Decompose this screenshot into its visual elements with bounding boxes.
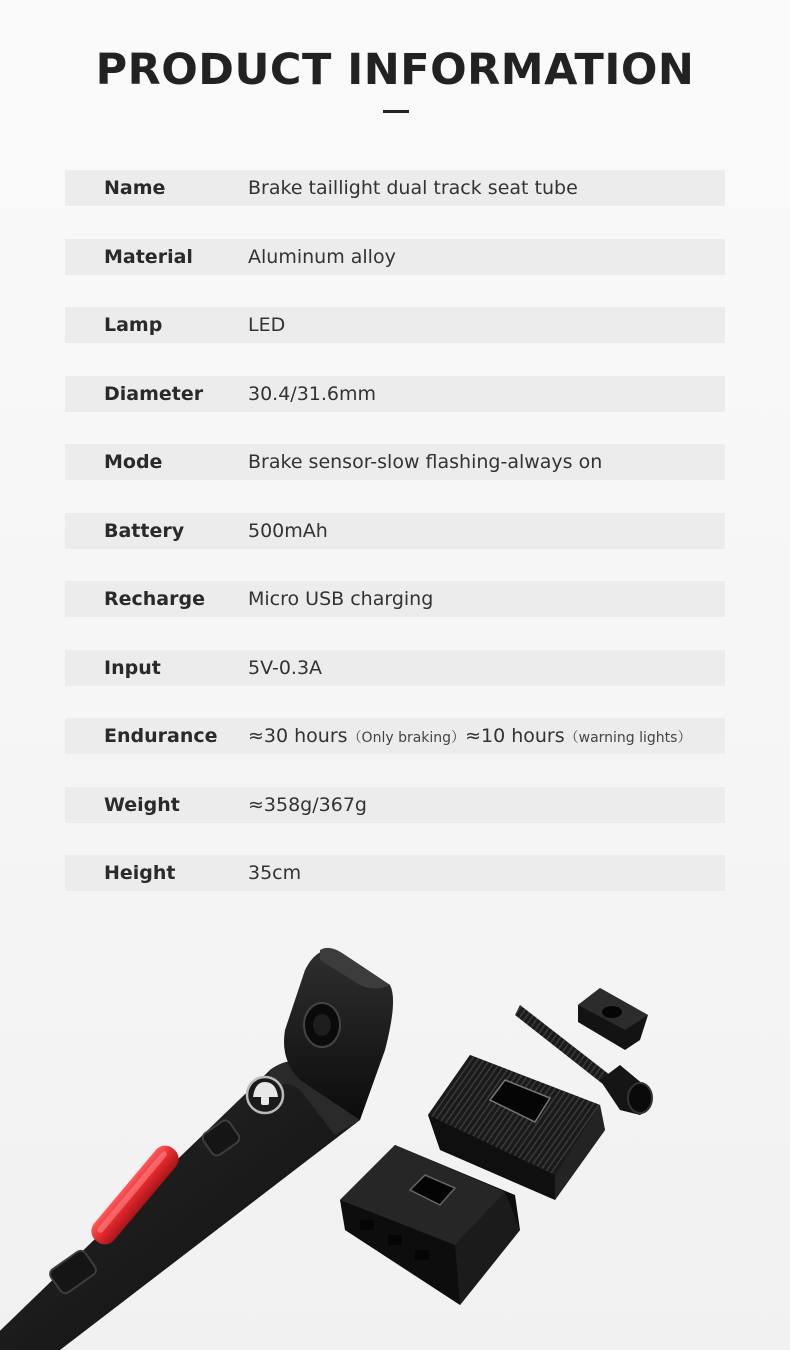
spec-value: ≈358g/367g — [248, 793, 367, 816]
page-title: PRODUCT INFORMATION — [95, 45, 695, 95]
spec-value: 5V-0.3A — [248, 656, 323, 679]
spec-row-input — [65, 650, 725, 686]
spec-value: 35cm — [248, 862, 302, 884]
endurance-braking-hours: ≈30 hours — [248, 725, 348, 747]
spec-value: Aluminum alloy — [248, 245, 396, 268]
endurance-warning-note: （warning lights） — [564, 730, 692, 746]
spec-label: Height — [104, 862, 176, 884]
seat-post — [0, 948, 393, 1350]
spec-label: Mode — [104, 451, 163, 473]
spec-row-name — [65, 170, 725, 206]
spec-value: 30.4/31.6mm — [248, 382, 377, 405]
spec-label: Material — [104, 245, 193, 268]
spec-label: Battery — [104, 519, 185, 542]
spec-row-diameter — [65, 376, 725, 412]
clamp-nut — [578, 988, 648, 1050]
spec-row-weight — [65, 787, 725, 823]
spec-value: 500mAh — [248, 519, 328, 542]
product-illustration — [0, 930, 790, 1350]
spec-label: Lamp — [104, 314, 163, 336]
spec-row-height — [65, 855, 725, 891]
spec-value: Micro USB charging — [248, 588, 434, 610]
spec-row-mode — [65, 444, 725, 480]
spec-row-battery — [65, 513, 725, 549]
endurance-braking-note: （Only braking） — [347, 730, 466, 746]
spec-row-endurance — [65, 718, 725, 754]
spec-row-lamp — [65, 307, 725, 343]
spec-label: Name — [104, 177, 166, 199]
spec-label: Recharge — [104, 588, 205, 610]
spec-value-endurance — [248, 725, 691, 747]
spec-row-material — [65, 239, 725, 275]
spec-value: Brake taillight dual track seat tube — [248, 177, 578, 199]
spec-label: Weight — [104, 793, 180, 816]
spec-value: LED — [248, 314, 286, 336]
spec-value: Brake sensor-slow flashing-always on — [248, 451, 603, 473]
spec-label: Endurance — [104, 725, 218, 747]
spec-label: Input — [104, 656, 161, 679]
endurance-warning-hours: ≈10 hours — [465, 725, 565, 747]
title-divider — [383, 110, 409, 113]
spec-table — [65, 170, 725, 924]
spec-label: Diameter — [104, 382, 204, 405]
spec-row-recharge — [65, 581, 725, 617]
mushroom-logo-icon — [247, 1077, 283, 1113]
